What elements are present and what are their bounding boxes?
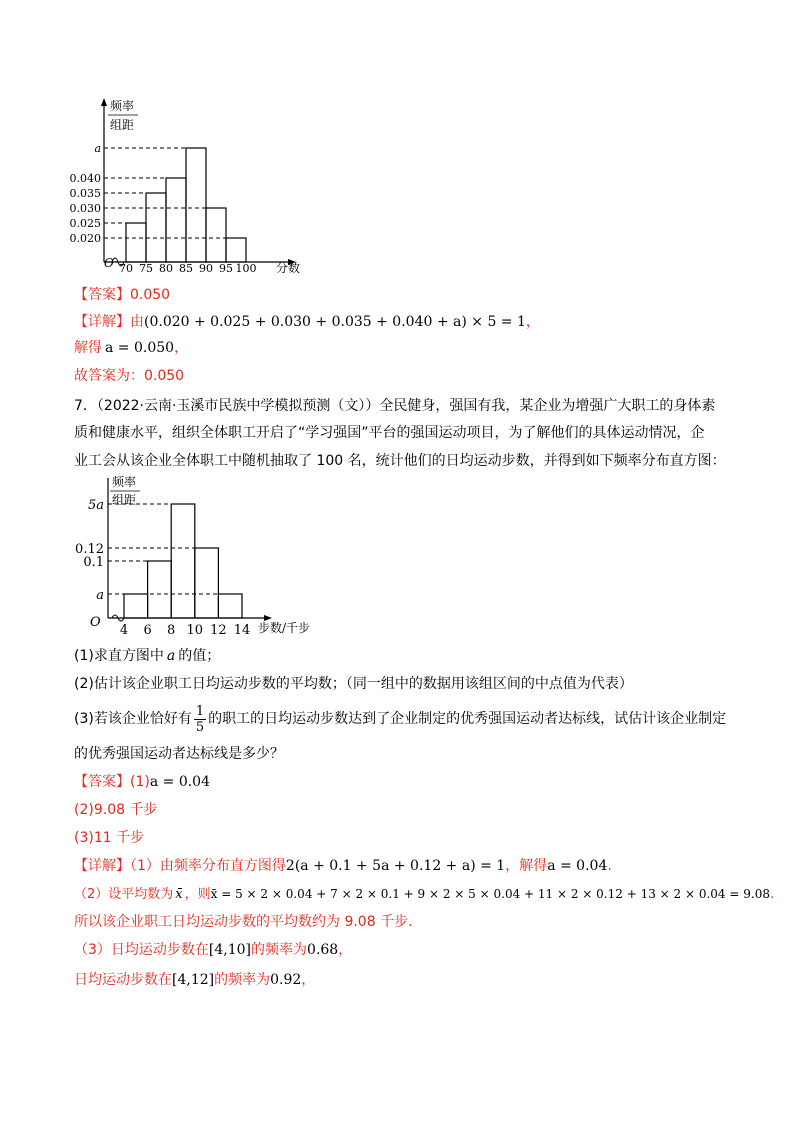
histogram-bar <box>148 561 172 618</box>
x-tick-label: 80 <box>159 262 173 275</box>
histogram-bar <box>195 548 219 618</box>
detail-equation: 2(a + 0.1 + 5a + 0.12 + a) = 1 <box>285 858 506 874</box>
q7-detail-2b: 所以该企业职工日均运动步数的平均数约为 9.08 千步. <box>74 914 413 930</box>
sub3-text: (3)若该企业恰好有 <box>74 711 192 727</box>
answer-equation: a = 0.04 <box>149 774 210 790</box>
histogram-bar <box>126 223 146 262</box>
y-tick-label: 0.1 <box>83 555 104 570</box>
q7-stem-line3: 业工会从该企业全体职工中随机抽取了 100 名，统计他们的日均运动步数，并得到如下频率分布直方图： <box>74 453 726 469</box>
detail-punct: ， <box>301 972 316 988</box>
histogram-steps <box>74 474 334 642</box>
detail-mid: 的频率为 <box>251 942 308 958</box>
q7-detail-3 <box>74 940 352 960</box>
x-tick-label: 70 <box>119 262 133 275</box>
histogram-bar <box>226 238 246 262</box>
histogram-bar <box>218 594 242 618</box>
detail-text: （2）设平均数为 <box>74 887 174 902</box>
x-tick-label: 14 <box>233 623 251 638</box>
solve-punct: ， <box>174 340 189 356</box>
x-tick-label: 10 <box>186 623 204 638</box>
detail-mid: ，解得 <box>505 858 548 874</box>
answer-index: (1) <box>130 774 150 790</box>
q7-stem-line2: 质和健康水平，组织全体职工开启了“学习强国”平台的强国运动项目，为了解他们的具体运动情况，企 <box>74 425 705 441</box>
y-tick-label: 5a <box>87 498 104 513</box>
y-label-top: 频率 <box>112 475 137 489</box>
y-label-bottom: 组距 <box>112 493 137 507</box>
q7-detail-2 <box>74 884 774 905</box>
histogram-scores <box>68 96 308 280</box>
y-tick-label: 0.020 <box>69 232 101 245</box>
y-axis-arrow <box>101 98 107 106</box>
sub1-tail: 的值； <box>178 648 221 664</box>
sub3-tail: 的职工的日均运动步数达到了企业制定的优秀强国运动者达标线，试估计该企业制定 <box>208 711 727 727</box>
y-tick-label: a <box>94 142 101 155</box>
histogram-bar <box>146 193 166 262</box>
sub1-var: a <box>166 648 176 664</box>
detail-equation: (0.020 + 0.025 + 0.030 + 0.035 + 0.040 + a) × 5 = 1 <box>144 314 526 330</box>
answer-tag: 【答案】 <box>74 287 130 303</box>
histogram-bar <box>206 208 226 262</box>
x-tick-label: 12 <box>210 623 227 638</box>
q7-answer-1 <box>74 772 210 792</box>
interval: [4,12] <box>172 972 215 988</box>
frequency-value: 0.68 <box>307 942 339 958</box>
q7-detail-3b <box>74 970 315 990</box>
x-tick-label: 90 <box>199 262 213 275</box>
histogram-bar <box>124 594 148 618</box>
detail-text: （3）日均运动步数在 <box>74 942 209 958</box>
y-tick-label: 0.035 <box>69 187 101 200</box>
q6-solve <box>74 338 188 358</box>
frequency-value: 0.92 <box>270 972 302 988</box>
q7-stem-line1: 7．（2022·云南·玉溪市民族中学模拟预测（文））全民健身，强国有我，某企业为增强广大职工的身体素 <box>74 398 716 414</box>
interval: [4,10] <box>208 942 252 958</box>
histogram-bar <box>166 178 186 262</box>
x-tick-label: 100 <box>235 262 257 275</box>
q7-answer-3: (3)11 千步 <box>74 830 145 846</box>
detail-text: 日均运动步数在 <box>74 972 172 988</box>
detail-tag: 【详解】 <box>74 314 130 330</box>
x-tick-label: 6 <box>143 623 152 638</box>
fraction-one-fifth <box>194 704 206 735</box>
q7-answer-2: (2)9.08 千步 <box>74 802 158 818</box>
fraction-denominator: 5 <box>195 719 205 735</box>
y-label-top: 频率 <box>110 99 135 113</box>
detail-text: （1）由频率分布直方图得 <box>130 858 286 874</box>
q7-sub2: (2)估计该企业职工日均运动步数的平均数；（同一组中的数据用该组区间的中点值为代表） <box>74 676 633 692</box>
y-tick-label: 0.025 <box>69 217 101 230</box>
x-tick-label: 8 <box>167 623 176 638</box>
y-tick-label: 0.040 <box>69 172 101 185</box>
detail-punct: . <box>607 858 612 874</box>
x-axis-label: 分数 <box>276 261 301 275</box>
q6-answer <box>74 285 170 305</box>
x-tick-label: 85 <box>179 262 193 275</box>
detail-punct: . <box>769 887 775 902</box>
q7-detail-1 <box>74 856 612 876</box>
y-tick-label: 0.12 <box>75 542 104 557</box>
answer-tag: 【答案】 <box>74 774 130 790</box>
detail-tag: 【详解】 <box>74 858 130 874</box>
detail-punct: ， <box>338 942 353 958</box>
x-tick-label: 95 <box>219 262 233 275</box>
q7-sub3 <box>74 702 726 736</box>
mean-var: x̄ <box>175 887 183 902</box>
detail-text: 由 <box>130 314 144 330</box>
y-tick-label: a <box>96 588 104 603</box>
y-tick-label: 0.030 <box>69 202 101 215</box>
answer-value: 0.050 <box>130 287 171 303</box>
fraction-numerator: 1 <box>195 703 205 719</box>
detail-result: a = 0.04 <box>547 858 608 874</box>
detail-punct: ， <box>525 314 540 330</box>
mean-equation: x̄ = 5 × 2 × 0.04 + 7 × 2 × 0.1 + 9 × 2 × 5 × 0.04 + 11 × 2 × 0.12 + 13 × 2 × 0.04 = 9.08 <box>210 887 770 901</box>
q7-sub3-line2: 的优秀强国运动者达标线是多少？ <box>74 746 284 762</box>
q7-sub1 <box>74 646 220 666</box>
histogram-bar <box>171 504 195 618</box>
x-axis-label: 步数/千步 <box>258 621 311 635</box>
solve-text: 解得 <box>74 340 102 356</box>
detail-mid: ，则 <box>184 887 211 902</box>
origin-label: O <box>90 615 101 630</box>
histogram-bar <box>186 148 206 262</box>
sub1-text: (1)求直方图中 <box>74 648 164 664</box>
detail-mid: 的频率为 <box>214 972 271 988</box>
solve-equation: a = 0.050 <box>105 340 175 356</box>
origin-label: O <box>104 256 114 270</box>
q6-final: 故答案为：0.050 <box>74 368 185 384</box>
x-tick-label: 4 <box>119 623 129 638</box>
y-label-bottom: 组距 <box>110 118 135 132</box>
q6-detail <box>74 312 540 332</box>
x-tick-label: 75 <box>139 262 153 275</box>
